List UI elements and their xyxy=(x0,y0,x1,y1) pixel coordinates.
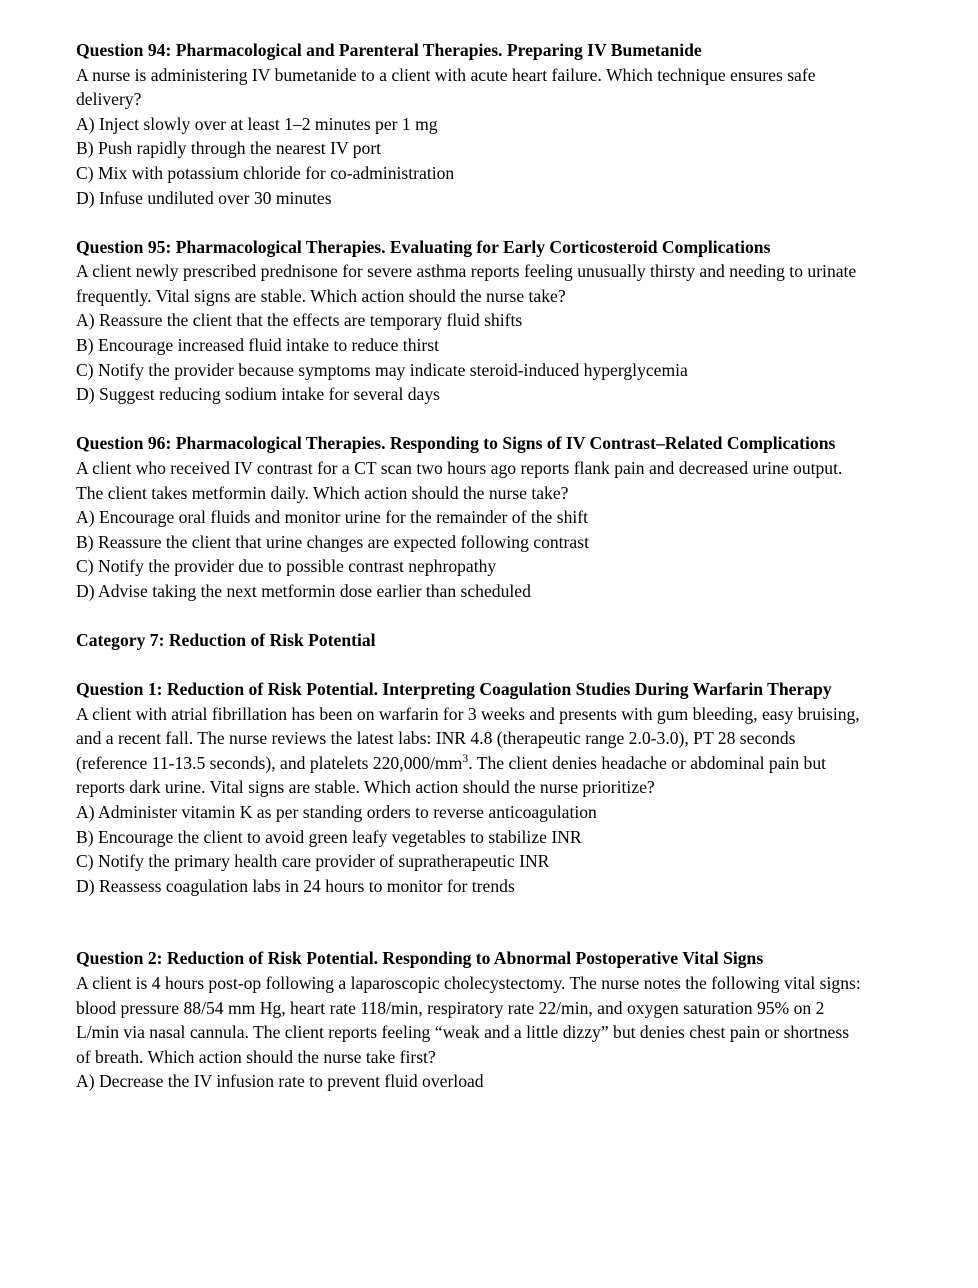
question-block xyxy=(76,946,866,1094)
question-title: Question 94: Pharmacological and Parenteral Therapies. Preparing IV Bumetanide xyxy=(76,40,702,60)
answer-option[interactable]: C) Notify the primary health care provider of supratherapeutic INR xyxy=(76,851,550,872)
question-stem: A client who received IV contrast for a CT scan two hours ago reports flank pain and decreased urine output. The client takes metformin daily. Which action should the nurse take? xyxy=(76,457,843,503)
question-block xyxy=(76,38,866,210)
answer-option[interactable]: C) Notify the provider due to possible contrast nephropathy xyxy=(76,556,497,577)
question-title: Question 96: Pharmacological Therapies. Responding to Signs of IV Contrast–Related Complications xyxy=(76,433,836,454)
answer-option[interactable]: C) Mix with potassium chloride for co-administration xyxy=(76,162,455,183)
question-title: Question 95: Pharmacological Therapies. Evaluating for Early Corticosteroid Complications xyxy=(76,236,771,257)
question-block xyxy=(76,431,866,603)
answer-option[interactable]: B) Encourage the client to avoid green leafy vegetables to stabilize INR xyxy=(76,826,582,847)
question-stem: A nurse is administering IV bumetanide to a client with acute heart failure. Which technique ensures safe delivery? xyxy=(76,64,816,110)
category-block xyxy=(76,628,866,653)
answer-option[interactable]: B) Encourage increased fluid intake to reduce thirst xyxy=(76,335,439,356)
answer-option[interactable]: A) Inject slowly over at least 1–2 minutes per 1 mg xyxy=(76,113,438,134)
answer-option[interactable]: B) Push rapidly through the nearest IV port xyxy=(76,138,382,159)
question-stem: A client is 4 hours post-op following a laparoscopic cholecystectomy. The nurse notes the following vital signs: blood pressure 88/54 mm Hg, heart rate 118/min, respiratory rate 22/min, and oxygen saturation 95% on 2 L/min via nasal cannula. The client reports feeling “weak and a little dizzy” but denies chest pain or shortness of breath. Which action should the nurse take first? xyxy=(76,973,861,1067)
question-title: Question 2: Reduction of Risk Potential. Responding to Abnormal Postoperative Vital Signs xyxy=(76,948,764,969)
question-block xyxy=(76,235,866,407)
document-body xyxy=(76,38,866,1094)
answer-option[interactable]: D) Infuse undiluted over 30 minutes xyxy=(76,187,332,208)
answer-option[interactable]: A) Decrease the IV infusion rate to prevent fluid overload xyxy=(76,1071,484,1092)
answer-option[interactable]: D) Advise taking the next metformin dose earlier than scheduled xyxy=(76,580,531,601)
answer-option[interactable]: C) Notify the provider because symptoms may indicate steroid-induced hyperglycemia xyxy=(76,359,688,380)
answer-option[interactable]: B) Reassure the client that urine changes are expected following contrast xyxy=(76,531,589,552)
answer-option[interactable]: A) Reassure the client that the effects are temporary fluid shifts xyxy=(76,310,523,331)
answer-option[interactable]: D) Reassess coagulation labs in 24 hours to monitor for trends xyxy=(76,875,515,896)
answer-option[interactable]: A) Administer vitamin K as per standing orders to reverse anticoagulation xyxy=(76,802,597,823)
question-title: Question 1: Reduction of Risk Potential. Interpreting Coagulation Studies During Warfarin Therapy xyxy=(76,679,832,700)
question-stem: A client with atrial fibrillation has been on warfarin for 3 weeks and presents with gum bleeding, easy bruising, and a recent fall. The nurse reviews the latest labs: INR 4.8 (therapeutic range 2.0-3.0), PT 28 seconds (reference 11-13.5 seconds), and platelets $220,000/mm^3$. The client denies headache or abdominal pain but reports dark urine. Vital signs are stable. Which action should the nurse prioritize? xyxy=(76,703,860,798)
question-stem: A client newly prescribed prednisone for severe asthma reports feeling unusually thirsty and needing to urinate frequently. Vital signs are stable. Which action should the nurse take? xyxy=(76,261,857,306)
question-block xyxy=(76,677,866,898)
answer-option[interactable]: D) Suggest reducing sodium intake for several days xyxy=(76,384,441,405)
answer-option[interactable]: A) Encourage oral fluids and monitor urine for the remainder of the shift xyxy=(76,507,589,528)
category-title: Category 7: Reduction of Risk Potential xyxy=(76,629,376,650)
